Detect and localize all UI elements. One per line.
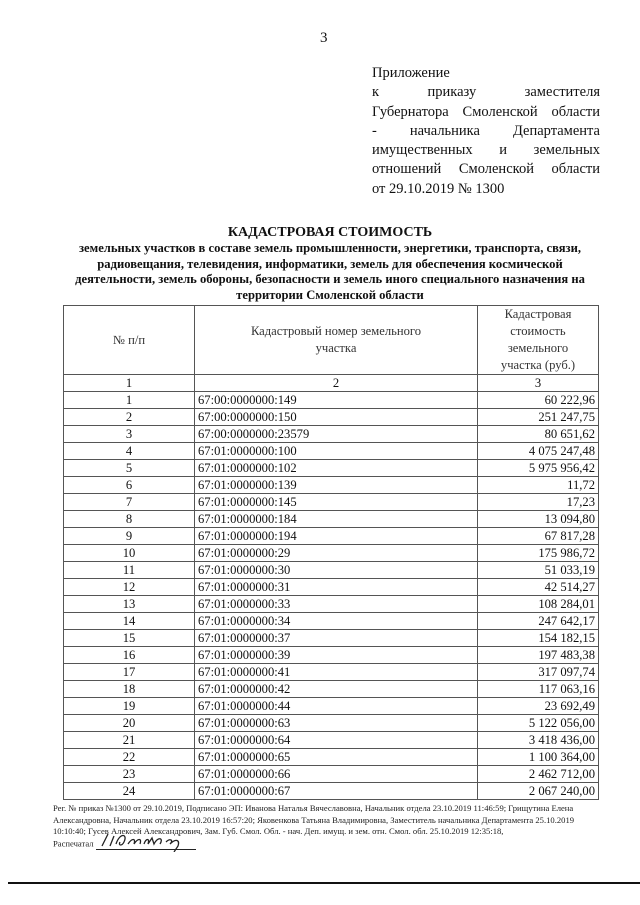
cadastral-number: 67:01:0000000:39: [195, 647, 478, 664]
row-number: 3: [64, 426, 195, 443]
row-number: 9: [64, 528, 195, 545]
appendix-block: [372, 64, 600, 199]
table-row: [64, 698, 599, 715]
table-index-row: [64, 375, 599, 392]
row-number: 8: [64, 511, 195, 528]
table-row: [64, 392, 599, 409]
cadastral-number: 67:01:0000000:29: [195, 545, 478, 562]
cadastral-number: 67:01:0000000:41: [195, 664, 478, 681]
cadastral-number: 67:01:0000000:34: [195, 613, 478, 630]
table-row: [64, 511, 599, 528]
cadastral-value: 80 651,62: [478, 426, 599, 443]
cadastral-number: 67:01:0000000:66: [195, 766, 478, 783]
appendix-line: к приказу заместителя: [372, 84, 600, 101]
row-number: 21: [64, 732, 195, 749]
table-row: [64, 681, 599, 698]
cadastral-number: 67:01:0000000:30: [195, 562, 478, 579]
handwritten-signature: [96, 838, 196, 850]
cadastral-number: 67:01:0000000:63: [195, 715, 478, 732]
cadastral-value: 108 284,01: [478, 596, 599, 613]
appendix-line: имущественных и земельных: [372, 142, 600, 159]
row-number: 11: [64, 562, 195, 579]
appendix-line: от 29.10.2019 № 1300: [372, 180, 505, 197]
table-row: [64, 783, 599, 800]
cadastral-number: 67:01:0000000:37: [195, 630, 478, 647]
row-number: 1: [64, 392, 195, 409]
row-number: 18: [64, 681, 195, 698]
row-number: 10: [64, 545, 195, 562]
cadastral-table: [63, 305, 599, 800]
cadastral-number: 67:01:0000000:145: [195, 494, 478, 511]
cadastral-value: 251 247,75: [478, 409, 599, 426]
row-number: 15: [64, 630, 195, 647]
table-row: [64, 562, 599, 579]
cadastral-value: 51 033,19: [478, 562, 599, 579]
cadastral-number: 67:01:0000000:139: [195, 477, 478, 494]
table-row: [64, 630, 599, 647]
row-number: 17: [64, 664, 195, 681]
table-row: [64, 613, 599, 630]
cadastral-value: 117 063,16: [478, 681, 599, 698]
cadastral-number: 67:01:0000000:102: [195, 460, 478, 477]
footer-text: Рег. № приказ №1300 от 29.10.2019, Подписано ЭП: Иванова Наталья Вячеславовна, Начальник отдела 23.10.2019 11:46:59; Грищутина Елена Александровна, Начальник отдела 23.10.2019 16:57:20; Яковенкова Татьяна Владимировна, Заместитель начальника Департамента 25.10.2019 10:10:40; Гусев Алексей Александрович, Зам. Губ. Смол. Обл. - нач. Деп. имущ. и зем. отн. Смол. обл. 25.10.2019 12:35:18,: [53, 803, 575, 836]
cadastral-value: 3 418 436,00: [478, 732, 599, 749]
table-row: [64, 443, 599, 460]
row-number: 4: [64, 443, 195, 460]
cadastral-value: 154 182,15: [478, 630, 599, 647]
appendix-line: Приложение: [372, 65, 450, 81]
row-number: 5: [64, 460, 195, 477]
row-number: 16: [64, 647, 195, 664]
cadastral-value: 197 483,38: [478, 647, 599, 664]
row-number: 12: [64, 579, 195, 596]
signature-footer: [53, 803, 593, 850]
cadastral-number: 67:01:0000000:67: [195, 783, 478, 800]
cadastral-number: 67:01:0000000:184: [195, 511, 478, 528]
cadastral-value: 4 075 247,48: [478, 443, 599, 460]
index-cell: 2: [195, 375, 478, 392]
cadastral-value: 13 094,80: [478, 511, 599, 528]
table-row: [64, 715, 599, 732]
page-number: 3: [320, 30, 328, 46]
table-row: [64, 426, 599, 443]
table-row: [64, 766, 599, 783]
document-title: [60, 224, 600, 303]
table-row: [64, 647, 599, 664]
row-number: 22: [64, 749, 195, 766]
title-subtitle: земельных участков в составе земель промышленности, энергетики, транспорта, связи, радиовещания, телевидения, информатики, земель для обеспечения космической деятельности, земель обороны, безопасности и земель иного специального назначения на территории Смоленской области: [75, 241, 585, 302]
cadastral-value: 247 642,17: [478, 613, 599, 630]
cadastral-number: 67:01:0000000:100: [195, 443, 478, 460]
table-row: [64, 409, 599, 426]
appendix-line: Губернатора Смоленской области: [372, 103, 600, 120]
table-row: [64, 528, 599, 545]
cadastral-number: 67:01:0000000:64: [195, 732, 478, 749]
cadastral-value: 5 122 056,00: [478, 715, 599, 732]
header-cadastral-value: Кадастровая стоимость земельного участка (руб.): [478, 306, 599, 375]
row-number: 14: [64, 613, 195, 630]
cadastral-value: 42 514,27: [478, 579, 599, 596]
title-main: КАДАСТРОВАЯ СТОИМОСТЬ: [227, 225, 433, 240]
table-row: [64, 579, 599, 596]
cadastral-number: 67:01:0000000:33: [195, 596, 478, 613]
cadastral-value: 17,23: [478, 494, 599, 511]
page-bottom-rule: [8, 882, 640, 884]
appendix-line: отношений Смоленской области: [372, 161, 600, 178]
index-cell: 3: [478, 375, 599, 392]
cadastral-value: 23 692,49: [478, 698, 599, 715]
appendix-line: - начальника Департамента: [372, 122, 600, 139]
cadastral-number: 67:01:0000000:44: [195, 698, 478, 715]
cadastral-value: 67 817,28: [478, 528, 599, 545]
index-cell: 1: [64, 375, 195, 392]
row-number: 6: [64, 477, 195, 494]
row-number: 2: [64, 409, 195, 426]
table-row: [64, 494, 599, 511]
cadastral-value: 11,72: [478, 477, 599, 494]
cadastral-value: 2 067 240,00: [478, 783, 599, 800]
header-number: № п/п: [64, 306, 195, 375]
cadastral-number: 67:01:0000000:42: [195, 681, 478, 698]
row-number: 23: [64, 766, 195, 783]
cadastral-value: 2 462 712,00: [478, 766, 599, 783]
cadastral-number: 67:00:0000000:150: [195, 409, 478, 426]
table-row: [64, 664, 599, 681]
table-header-row: [64, 306, 599, 375]
row-number: 24: [64, 783, 195, 800]
cadastral-number: 67:01:0000000:65: [195, 749, 478, 766]
table-row: [64, 732, 599, 749]
table-row: [64, 477, 599, 494]
table-row: [64, 596, 599, 613]
cadastral-value: 317 097,74: [478, 664, 599, 681]
header-cadastral-number: Кадастровый номер земельного участка: [195, 306, 478, 375]
cadastral-number: 67:01:0000000:194: [195, 528, 478, 545]
cadastral-value: 5 975 956,42: [478, 460, 599, 477]
cadastral-number: 67:01:0000000:31: [195, 579, 478, 596]
cadastral-value: 1 100 364,00: [478, 749, 599, 766]
row-number: 20: [64, 715, 195, 732]
cadastral-number: 67:00:0000000:23579: [195, 426, 478, 443]
cadastral-value: 60 222,96: [478, 392, 599, 409]
table-row: [64, 545, 599, 562]
table-row: [64, 749, 599, 766]
table-row: [64, 460, 599, 477]
cadastral-value: 175 986,72: [478, 545, 599, 562]
row-number: 13: [64, 596, 195, 613]
cadastral-number: 67:00:0000000:149: [195, 392, 478, 409]
row-number: 19: [64, 698, 195, 715]
row-number: 7: [64, 494, 195, 511]
printed-label: Распечатал: [53, 838, 94, 848]
